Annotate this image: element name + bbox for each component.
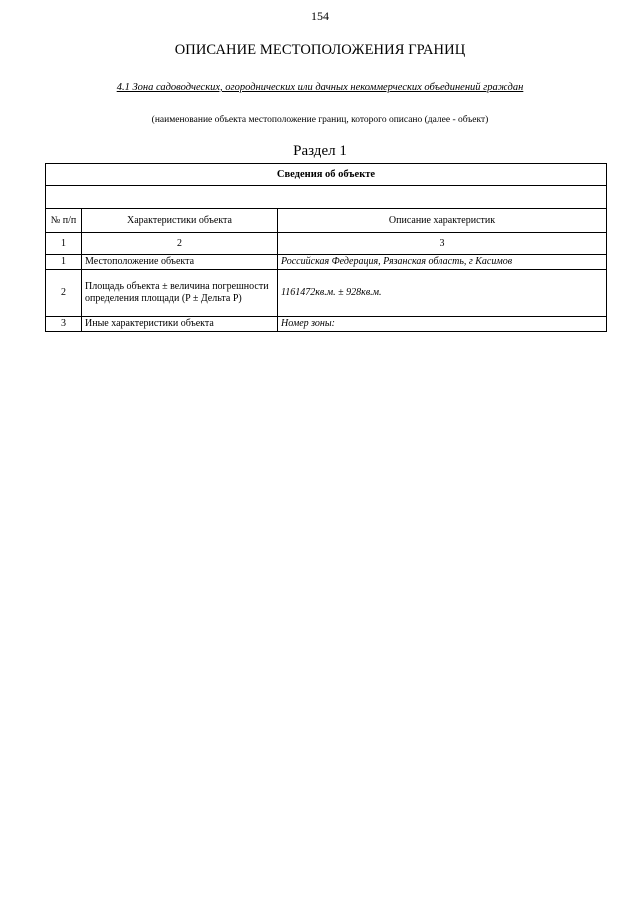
row-description: Российская Федерация, Рязанская область, г Касимов (278, 255, 607, 270)
table-row (46, 255, 607, 270)
object-info-table (45, 163, 607, 332)
row-characteristic: Площадь объекта ± величина погрешности определения площади (P ± Дельта P) (82, 270, 278, 317)
row-characteristic: Иные характеристики объекта (82, 317, 278, 332)
column-number-2: 2 (82, 233, 278, 255)
column-header-num: № п/п (46, 209, 82, 233)
row-description: Номер зоны: (278, 317, 607, 332)
column-number-1: 1 (46, 233, 82, 255)
table-spacer-row (46, 186, 607, 209)
row-description: 1161472кв.м. ± 928кв.м. (278, 270, 607, 317)
document-title: ОПИСАНИЕ МЕСТОПОЛОЖЕНИЯ ГРАНИЦ (174, 42, 466, 58)
table-heading-row (46, 164, 607, 186)
table-header-row (46, 209, 607, 233)
row-num: 3 (46, 317, 82, 332)
object-caption: (наименование объекта местоположение границ, которого описано (далее - объект) (151, 115, 489, 125)
column-number-3: 3 (278, 233, 607, 255)
row-num: 1 (46, 255, 82, 270)
column-number-row (46, 233, 607, 255)
row-characteristic: Местоположение объекта (82, 255, 278, 270)
object-name: 4.1 Зона садоводческих, огороднических или дачных некоммерческих объединений граждан (116, 82, 524, 93)
row-num: 2 (46, 270, 82, 317)
section-title: Раздел 1 (293, 143, 347, 159)
table-row (46, 317, 607, 332)
page-number: 154 (311, 9, 329, 23)
column-header-description: Описание характеристик (278, 209, 607, 233)
table-heading: Сведения об объекте (46, 164, 607, 186)
table-row (46, 270, 607, 317)
table-spacer-cell (46, 186, 607, 209)
column-header-characteristic: Характеристики объекта (82, 209, 278, 233)
